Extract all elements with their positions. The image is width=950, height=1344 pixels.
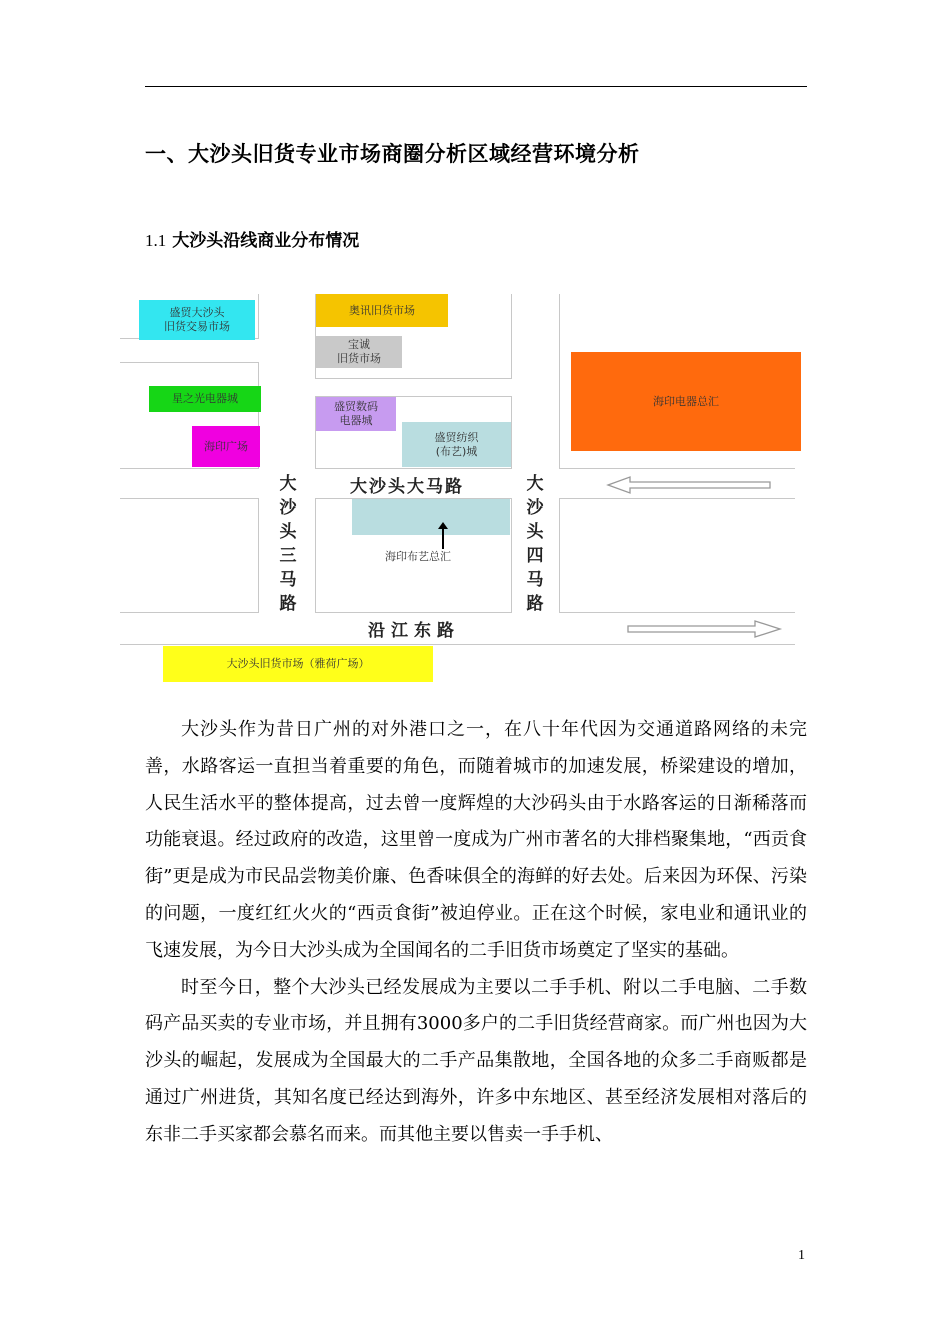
block-edge <box>315 468 512 469</box>
subsection-heading <box>145 226 359 251</box>
store-shengmao-digital <box>316 397 396 431</box>
paragraph: 大沙头作为昔日广州的对外港口之一，在八十年代因为交通道路网络的未完善，水路客运一直担当着重要的角色，而随着城市的加速发展，桥梁建设的增加，人民生活水平的整体提高，过去曾一度辉煌的大沙码头由于水路客运的日渐稀落而功能衰退。经过政府的改造，这里曾一度成为广州市著名的大排档聚集地，“西贡食街”更是成为市民品尝物美价廉、色香味俱全的海鲜的好去处。后来因为环保、污染的问题，一度红红火火的“西贡食街”被迫停业。正在这个时候，家电业和通讯业的飞速发展，为今日大沙头成为全国闻名的二手旧货市场奠定了坚实的基础。 <box>145 719 807 961</box>
store-aoxun-market <box>316 294 448 327</box>
commercial-distribution-map <box>115 282 815 702</box>
block-edge <box>511 498 512 612</box>
block-edge <box>258 498 259 612</box>
block-edge <box>559 498 795 499</box>
store-haiyin-electric <box>571 352 801 451</box>
store-label: 海印广场 <box>204 439 248 453</box>
block-edge <box>511 396 512 468</box>
road-riverside-label: 沿江东路 <box>368 621 460 641</box>
paragraph: 时至今日，整个大沙头已经发展成为主要以二手手机、附以二手电脑、二手数码产品买卖的专业市场，并且拥有3000多户的二手旧货经营商家。而广州也因为大沙头的崛起，发展成为全国最大的二手产品集散地，全国各地的众多二手商贩都是通过广州进货，其知名度已经达到海外，许多中东地区、甚至经济发展相对落后的东非二手买家都会慕名而来。而其他主要以售卖一手手机、 <box>145 976 807 1145</box>
store-haiyin-fabric-block <box>352 499 510 535</box>
header-rule <box>145 86 807 87</box>
road-main-label: 大沙头大马路 <box>350 477 464 497</box>
road-third-label: 大沙头三马路 <box>279 474 297 614</box>
store-label: 海印电器总汇 <box>653 394 719 408</box>
block-edge <box>120 612 259 613</box>
block-edge <box>559 468 795 469</box>
subsection-title: 大沙头沿线商业分布情况 <box>172 231 360 251</box>
store-label: 星之光电器城 <box>172 392 238 405</box>
store-xingzhiguang <box>149 386 261 412</box>
store-haiyin-fabric-label: 海印布艺总汇 <box>385 550 451 563</box>
store-label: 奥讯旧货市场 <box>349 303 415 317</box>
block-edge <box>559 498 560 612</box>
store-baocheng-market <box>316 336 402 368</box>
up-arrow-icon <box>437 522 449 550</box>
block-edge <box>120 498 259 499</box>
store-haiyin-plaza <box>192 426 260 467</box>
block-edge <box>315 378 512 379</box>
store-label: 大沙头旧货市场（雅荷广场） <box>226 657 370 670</box>
store-label: 盛贸纺织 (布艺)城 <box>434 430 479 458</box>
section-heading: 一、大沙头旧货专业市场商圈分析区域经营环境分析 <box>145 142 640 166</box>
block-edge <box>120 468 259 469</box>
store-label: 盛贸数码 电器城 <box>334 400 378 427</box>
block-edge <box>315 612 512 613</box>
store-label: 盛贸大沙头 旧货交易市场 <box>164 306 230 333</box>
left-arrow-icon <box>605 474 775 496</box>
block-edge <box>559 294 560 468</box>
store-label: 宝诚 旧货市场 <box>337 338 381 365</box>
block-edge <box>258 294 259 338</box>
block-edge <box>120 362 259 363</box>
store-dashatou-yahe <box>163 646 433 682</box>
road-fourth-label: 大沙头四马路 <box>526 474 544 614</box>
subsection-number: 1.1 <box>145 231 167 250</box>
store-shengmao-textile <box>402 422 511 467</box>
right-arrow-icon <box>625 618 785 640</box>
body-text <box>145 712 807 1154</box>
block-edge <box>315 498 316 612</box>
block-edge <box>559 612 795 613</box>
page-number: 1 <box>798 1248 805 1263</box>
block-edge <box>511 294 512 379</box>
block-edge <box>120 644 795 645</box>
store-dashatou-market <box>139 300 255 340</box>
